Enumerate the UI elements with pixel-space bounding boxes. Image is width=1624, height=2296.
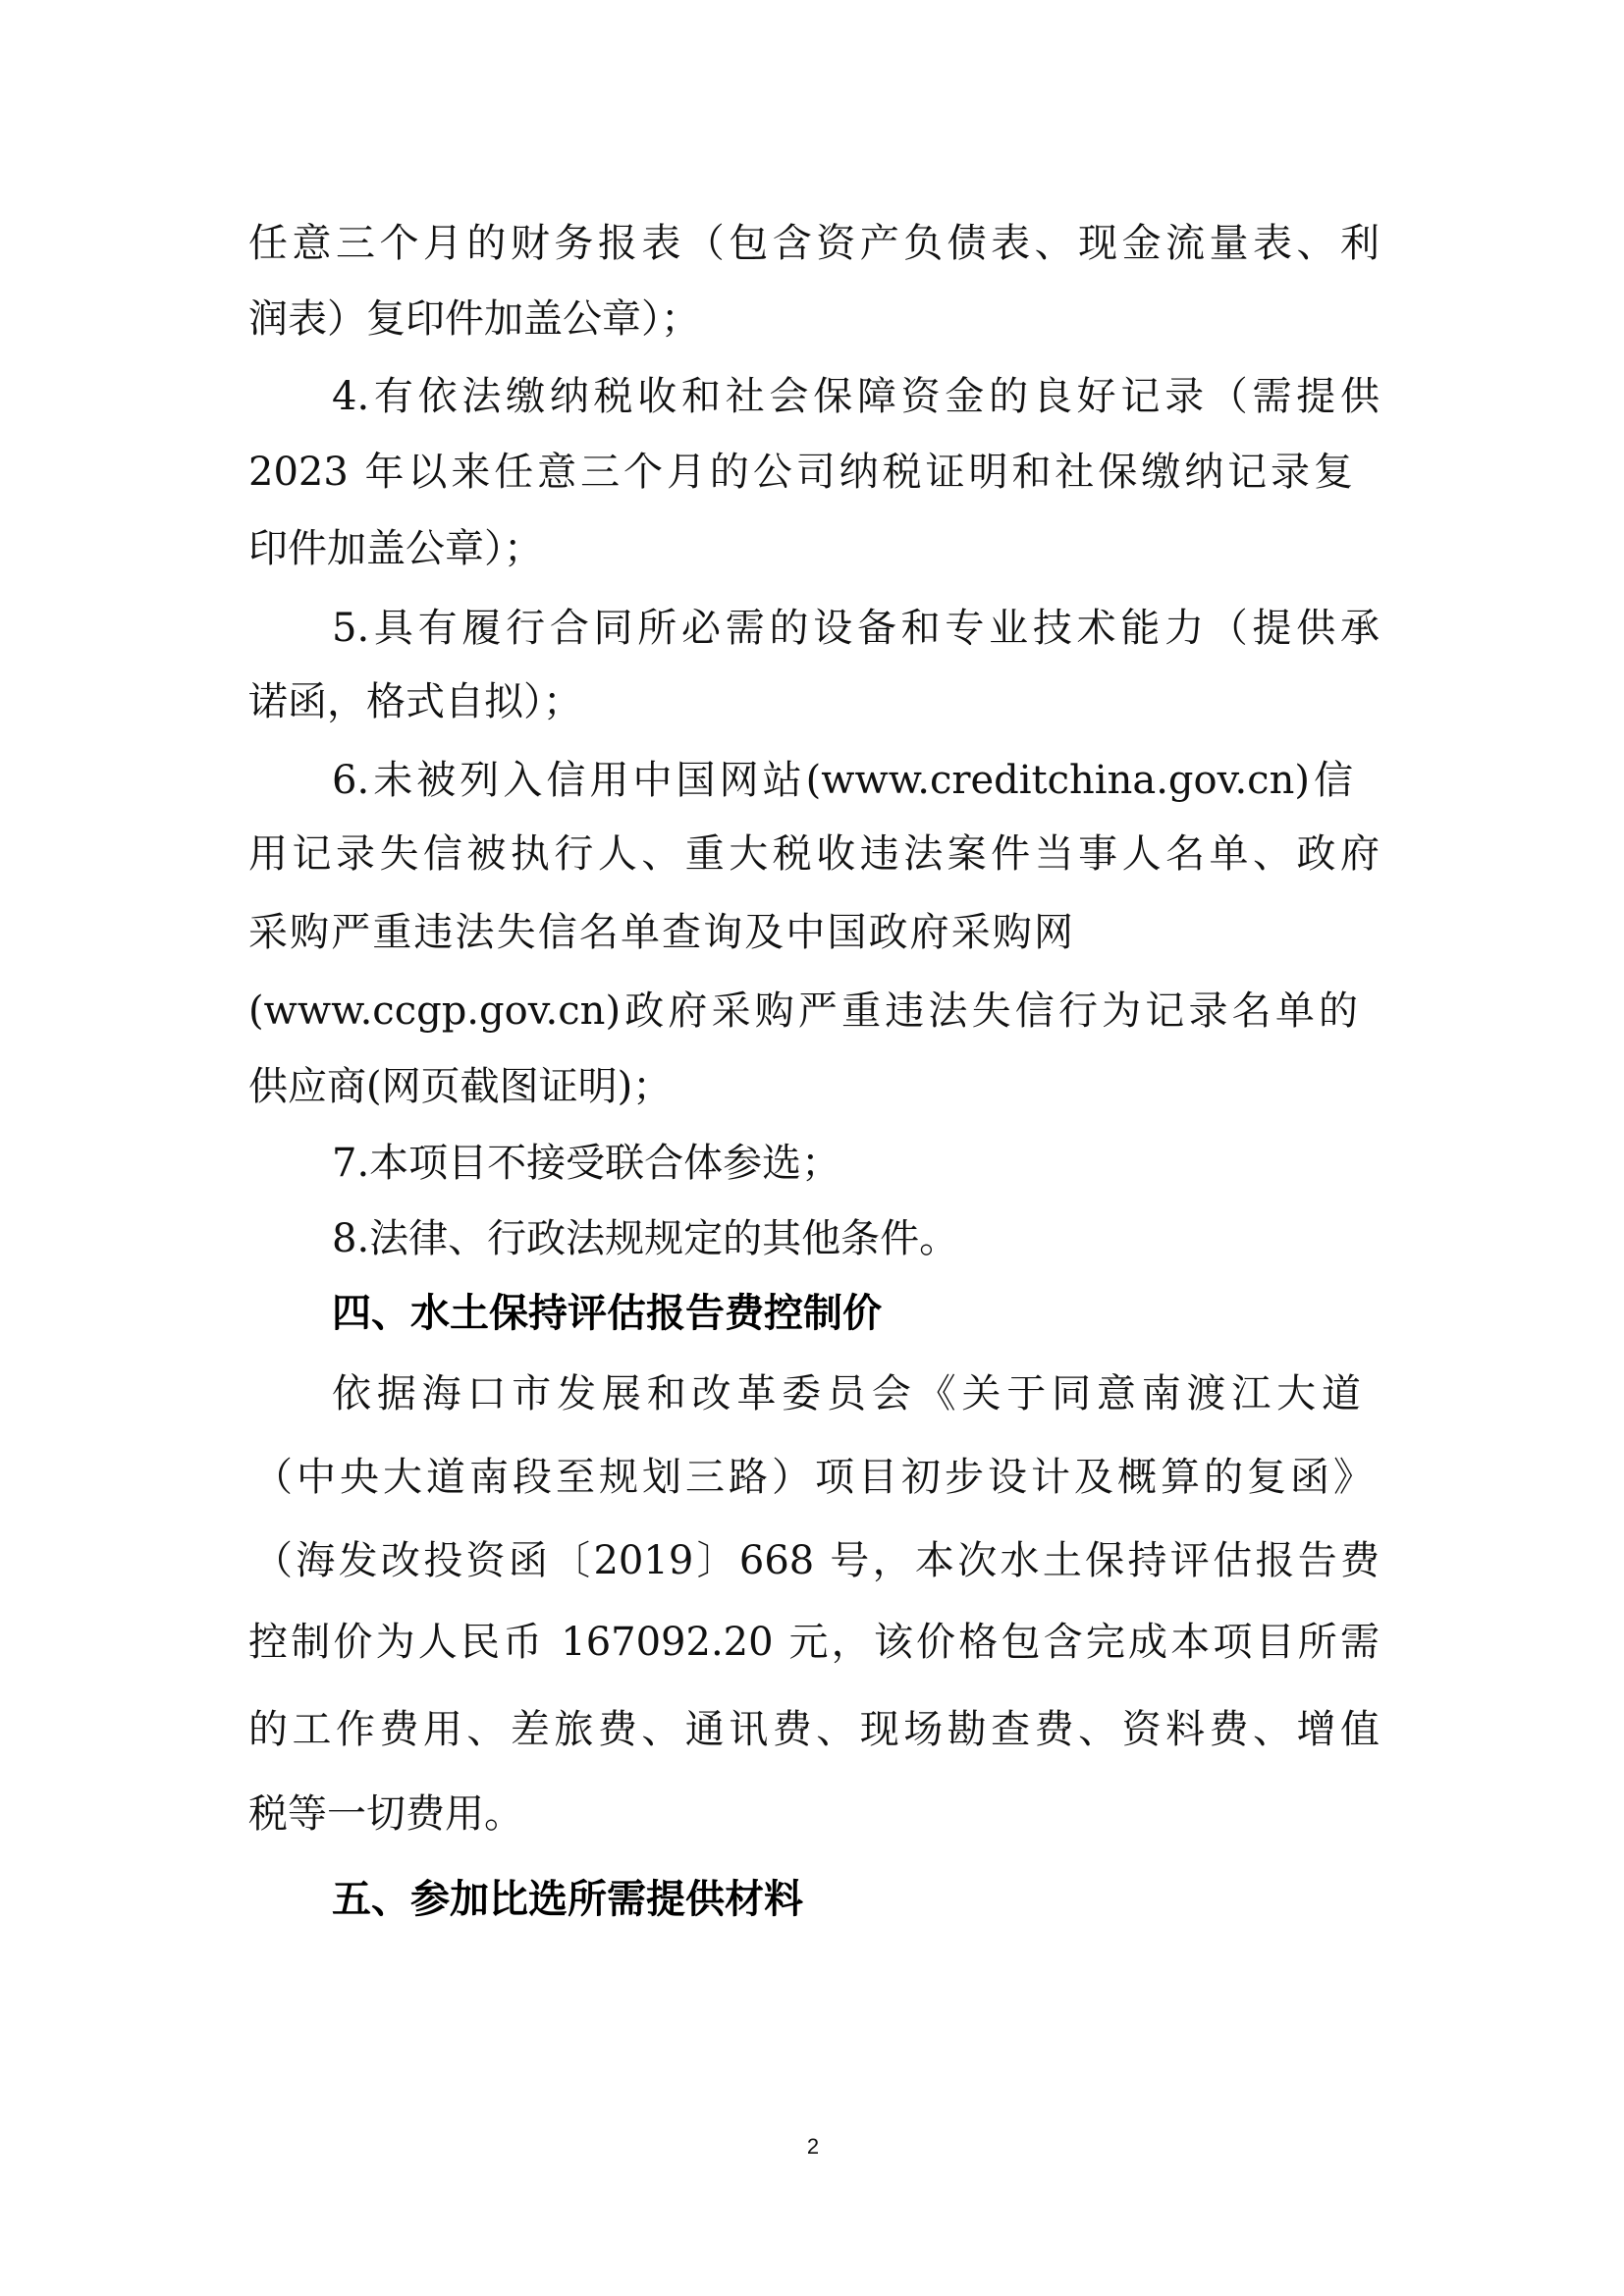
- section-heading-4: 四、水土保持评估报告费控制价: [332, 1291, 882, 1336]
- paragraph-line: 供应商(网页截图证明)；: [248, 1064, 673, 1109]
- paragraph-line: 用记录失信被执行人、重大税收违法案件当事人名单、政府: [248, 831, 1380, 877]
- paragraph-line: 依据海口市发展和改革委员会《关于同意南渡江大道: [332, 1371, 1361, 1416]
- paragraph-line: 税等一切费用。: [248, 1791, 523, 1837]
- paragraph-line: 印件加盖公章）；: [248, 526, 543, 571]
- list-item-5: 5.具有履行合同所必需的设备和专业技术能力（提供承: [332, 606, 1380, 651]
- paragraph-line: 2023 年以来任意三个月的公司纳税证明和社保缴纳记录复: [248, 450, 1353, 495]
- paragraph-line: 任意三个月的财务报表（包含资产负债表、现金流量表、利: [248, 221, 1380, 266]
- paragraph-line: 的工作费用、差旅费、通讯费、现场勘查费、资料费、增值: [248, 1707, 1380, 1752]
- list-item-4: 4.有依法缴纳税收和社会保障资金的良好记录（需提供: [332, 374, 1380, 419]
- paragraph-line: （中央大道南段至规划三路）项目初步设计及概算的复函》: [253, 1455, 1373, 1500]
- paragraph-line: （海发改投资函〔2019〕668 号，本次水土保持评估报告费: [253, 1538, 1380, 1583]
- paragraph-line: 控制价为人民币 167092.20 元，该价格包含完成本项目所需: [248, 1620, 1380, 1665]
- list-item-8: 8.法律、行政法规规定的其他条件。: [332, 1216, 959, 1261]
- paragraph-line: 诺函，格式自拟）；: [248, 679, 582, 724]
- section-heading-5: 五、参加比选所需提供材料: [332, 1877, 803, 1922]
- list-item-7: 7.本项目不接受联合体参选；: [332, 1141, 841, 1186]
- paragraph-line: (www.ccgp.gov.cn)政府采购严重违法失信行为记录名单的: [248, 988, 1358, 1034]
- paragraph-line: 采购严重违法失信名单查询及中国政府采购网: [248, 910, 1073, 955]
- paragraph-line: 润表）复印件加盖公章）；: [248, 296, 700, 342]
- page-number: 2: [806, 2134, 820, 2159]
- list-item-6: 6.未被列入信用中国网站(www.creditchina.gov.cn)信: [332, 758, 1353, 803]
